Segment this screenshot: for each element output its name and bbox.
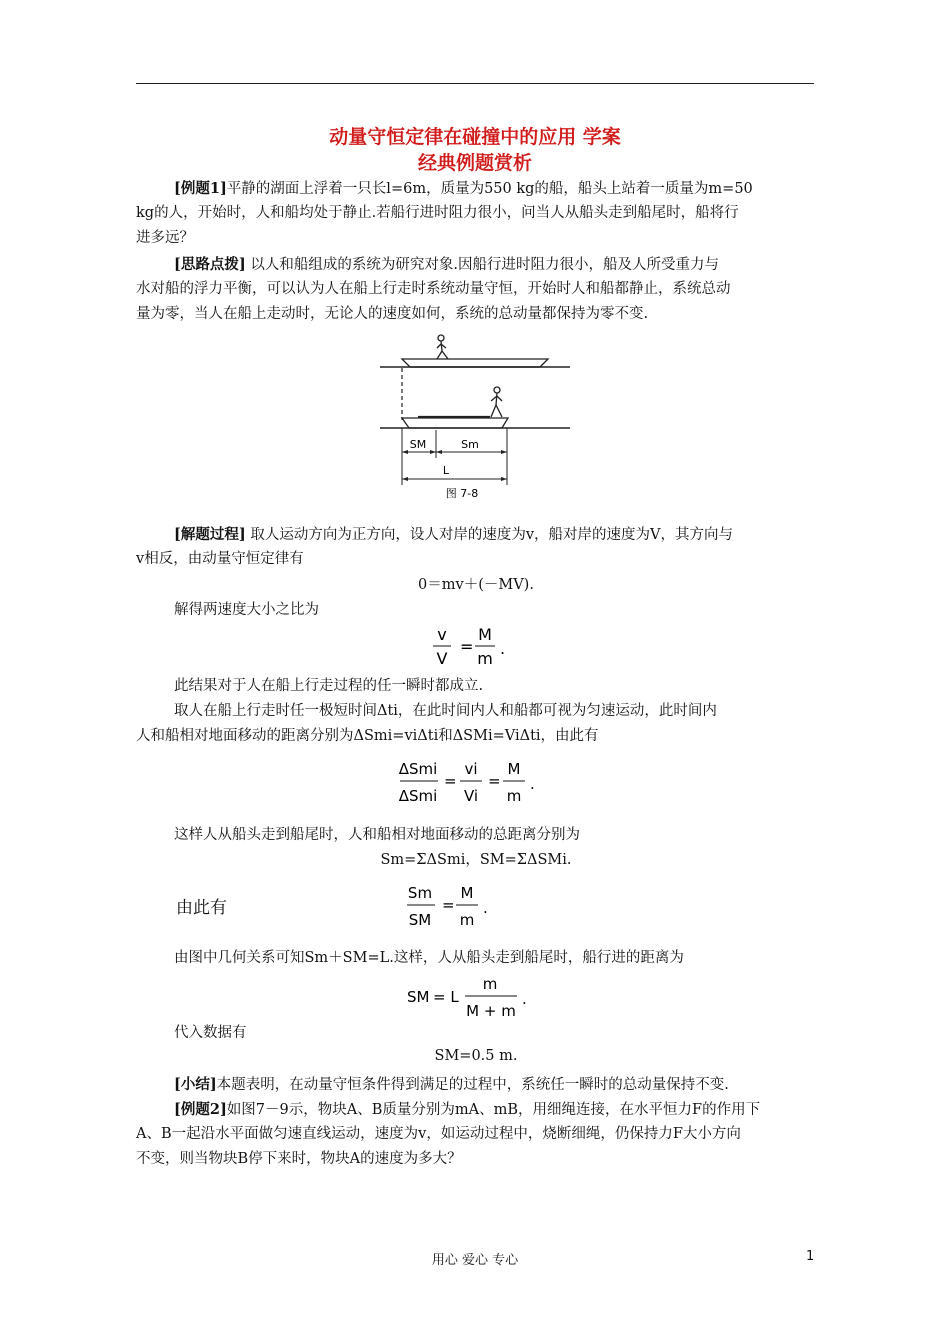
solution-line8: 由此有 <box>176 898 227 918</box>
svg-text:v: v <box>437 625 447 644</box>
svg-text:M: M <box>478 625 492 644</box>
svg-text:vi: vi <box>464 760 478 778</box>
svg-text:.: . <box>530 775 535 793</box>
svg-text:ΔSmi: ΔSmi <box>398 787 438 805</box>
label-L: L <box>442 464 450 477</box>
example2-line1: [例题2]如图7－9示，物块A、B质量分别为mA、mB，用细绳连接，在水平恒力F的作用下 <box>174 1101 761 1118</box>
person-at-stern <box>491 387 502 417</box>
equation-sums: Sm=ΣΔSmi，SM=ΣΔSMi. <box>380 852 572 868</box>
solution-line7: 这样人从船头走到船尾时，人和船相对地面移动的总距离分别为 <box>174 827 580 843</box>
solution-label: [解题过程] <box>174 526 246 543</box>
svg-text:.: . <box>483 899 488 917</box>
svg-text:M: M <box>507 760 521 778</box>
solution-line10: 代入数据有 <box>174 1025 247 1041</box>
solution-line1: [解题过程] 取人运动方向为正方向，设人对岸的速度为v，船对岸的速度为V，其方向与 <box>174 526 734 543</box>
formula-distance-ratio <box>405 878 515 934</box>
svg-text:.: . <box>500 639 506 658</box>
svg-text:m: m <box>459 911 475 929</box>
example1-line2: kg的人，开始时，人和船均处于静止.若船行进时阻力很小，问当人从船头走到船尾时，船将行 <box>136 205 739 221</box>
summary-line: [小结]本题表明，在动量守恒条件得到满足的过程中，系统任一瞬时的总动量保持不变. <box>174 1076 729 1093</box>
person-at-bow <box>437 335 448 359</box>
svg-text:= L: = L <box>433 988 459 1006</box>
svg-text:M: M <box>460 884 474 902</box>
hint-line2: 水对船的浮力平衡，可以认为人在船上行走时系统动量守恒，开始时人和船都静止，系统总动 <box>136 281 731 297</box>
equation-momentum: 0＝mv＋(－MV). <box>418 577 534 593</box>
page-number: 1 <box>806 1249 815 1264</box>
solution-line2: v相反，由动量守恒定律有 <box>136 551 304 567</box>
page-footer: 用心 爱心 专心 <box>431 1253 519 1268</box>
svg-text:=: = <box>460 637 474 656</box>
header-rule <box>136 83 814 84</box>
svg-text:SM: SM <box>407 988 430 1006</box>
solution-line9: 由图中几何关系可知Sm＋SM=L.这样，人从船头走到船尾时，船行进的距离为 <box>174 950 684 966</box>
example2-line3: 不变，则当物块B停下来时，物块A的速度为多大？ <box>136 1151 462 1167</box>
boat-figure <box>380 330 570 505</box>
svg-text:M + m: M + m <box>466 1002 516 1020</box>
example1-line3: 进多远？ <box>136 230 194 246</box>
formula-boat-distance <box>405 972 545 1024</box>
equation-result: SM=0.5 m. <box>434 1048 518 1064</box>
document-title: 动量守恒定律在碰撞中的应用 学案 <box>329 126 621 148</box>
hint-line3: 量为零，当人在船上走动时，无论人的速度如何，系统的总动量都保持为零不变. <box>136 306 649 322</box>
example1-line1: [例题1]平静的湖面上浮着一只长l=6m，质量为550 kg的船，船头上站着一质量为m=50 <box>174 180 753 197</box>
svg-text:Sm: Sm <box>407 884 433 902</box>
label-sM: SM <box>409 438 427 451</box>
svg-text:SM: SM <box>408 911 432 929</box>
example1-label: [例题1] <box>174 180 227 197</box>
formula-displacement-ratio <box>398 754 548 810</box>
svg-text:m: m <box>482 975 498 993</box>
hint-label: [思路点拨] <box>174 256 246 273</box>
formula-velocity-ratio <box>430 622 530 672</box>
hint-line1: [思路点拨] 以人和船组成的系统为研究对象.因船行进时阻力很小，船及人所受重力与 <box>174 256 719 273</box>
svg-text:V: V <box>436 649 448 668</box>
solution-line4: 此结果对于人在船上行走过程的任一瞬时都成立. <box>174 678 484 694</box>
svg-text:Vi: Vi <box>463 787 479 805</box>
svg-text:=: = <box>488 772 501 790</box>
figure-caption: 图 7-8 <box>445 487 479 500</box>
svg-text:m: m <box>477 649 493 668</box>
example2-label: [例题2] <box>174 1101 227 1118</box>
example2-line2: A、B一起沿水平面做匀速直线运动，速度为v，如运动过程中，烧断细绳，仍保持力F大小方向 <box>136 1126 741 1142</box>
svg-text:=: = <box>444 772 457 790</box>
solution-line5: 取人在船上行走时任一极短时间Δti，在此时间内人和船都可视为匀速运动，此时间内 <box>174 703 717 719</box>
svg-text:.: . <box>522 990 527 1008</box>
document-subtitle: 经典例题赏析 <box>417 152 532 174</box>
label-sm: Sm <box>461 438 479 451</box>
svg-text:=: = <box>442 896 455 914</box>
svg-text:ΔSmi: ΔSmi <box>398 760 438 778</box>
solution-line3: 解得两速度大小之比为 <box>174 602 319 618</box>
summary-label: [小结] <box>174 1076 217 1093</box>
svg-text:m: m <box>506 787 522 805</box>
solution-line6: 人和船相对地面移动的距离分别为ΔSmi=viΔti和ΔSMi=ViΔti，由此有 <box>136 728 599 744</box>
